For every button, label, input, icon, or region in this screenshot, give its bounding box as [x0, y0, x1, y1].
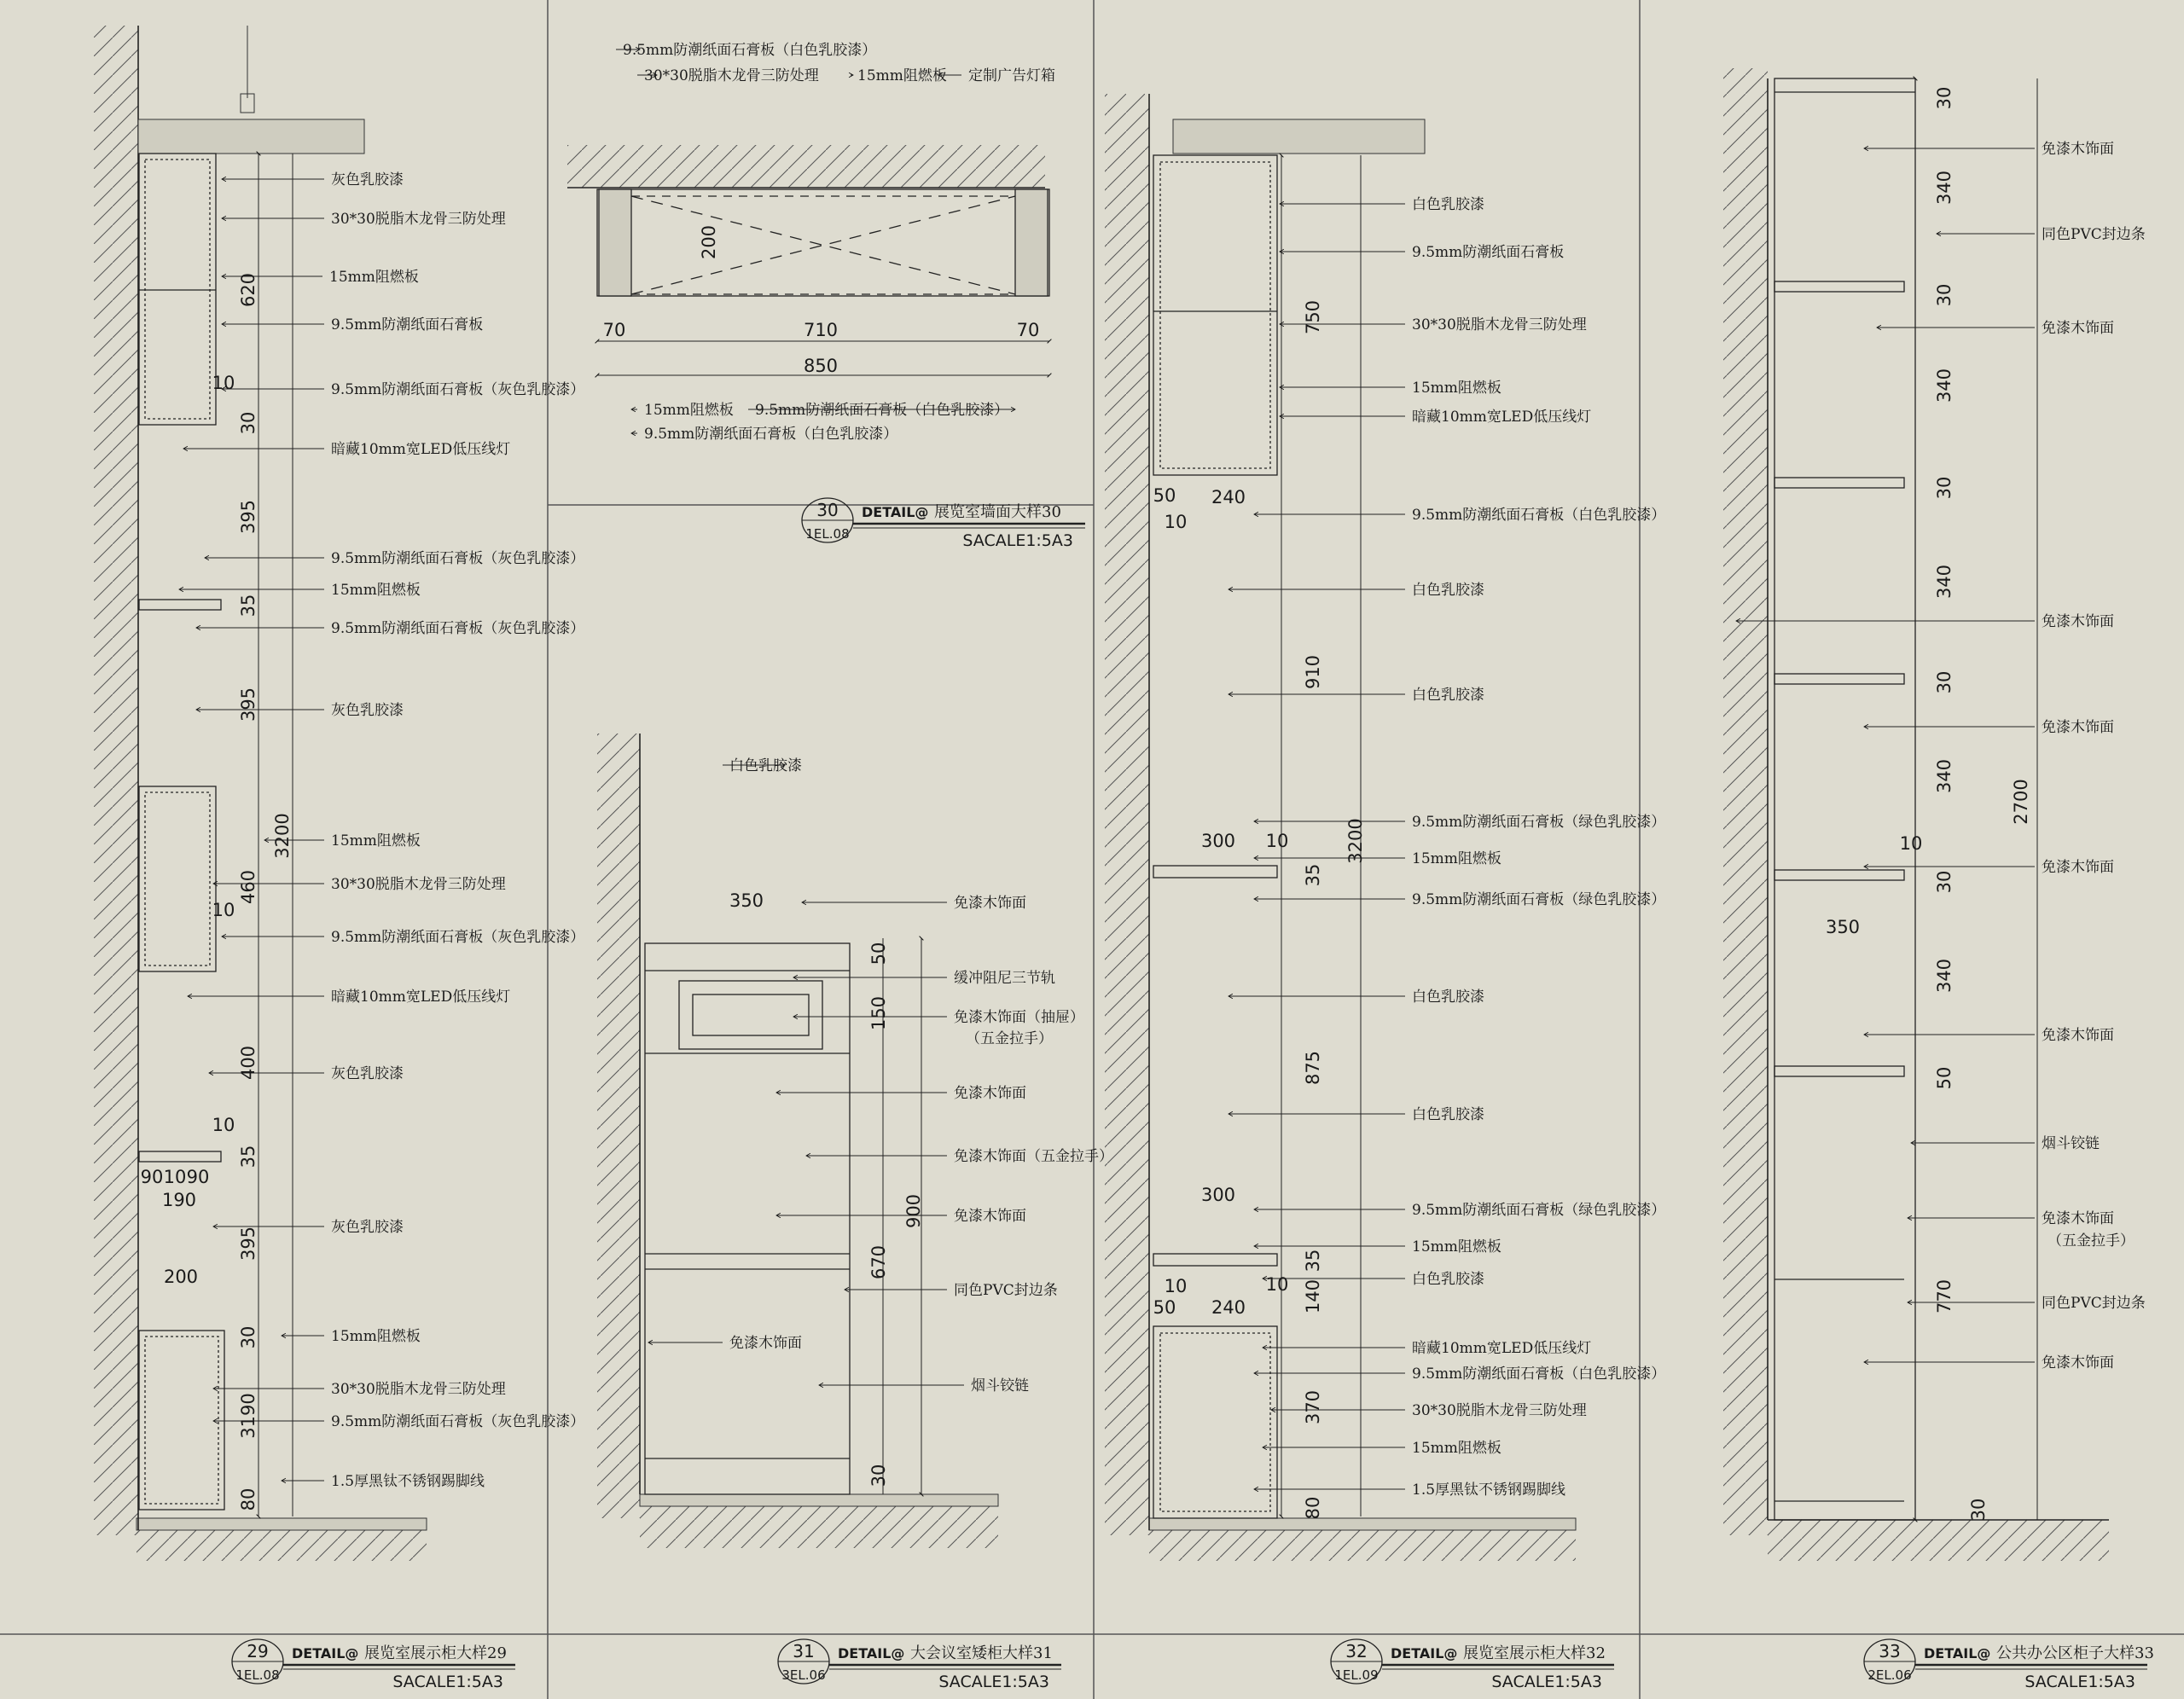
detail-32-dimension: 240: [1211, 1297, 1246, 1318]
detail-32-material-label: 15mm阻燃板: [1412, 380, 1502, 397]
detail-32-dimension: 10: [1164, 1276, 1188, 1296]
detail-32-material-label: 暗藏10mm宽LED低压线灯: [1412, 1340, 1592, 1357]
detail-sheet-ref: 2EL.06: [1867, 1667, 1912, 1683]
detail-29-material-label: 15mm阻燃板: [331, 1328, 421, 1345]
detail-33-dimension: 2700: [2011, 779, 2031, 825]
detail-33-dimension: 50: [1934, 1066, 1955, 1090]
detail-32-dimension: 300: [1200, 1185, 1236, 1205]
detail-sheet-ref: 3EL.06: [781, 1667, 826, 1683]
detail-33-dimension: 340: [1934, 758, 1955, 794]
detail-29-dimension: 460: [238, 869, 258, 905]
detail-number: 30: [816, 500, 839, 520]
detail-33-dimension: 340: [1934, 368, 1955, 403]
detail-29-dimension: 395: [238, 687, 258, 722]
detail-title: 展览室墙面大样30: [934, 503, 1061, 521]
detail-31-material-label: 免漆木饰面: [954, 1208, 1026, 1225]
detail-scale: SACALE1:5A3: [962, 531, 1073, 550]
detail-32-material-label: 9.5mm防潮纸面石膏板（白色乳胶漆）: [1412, 1366, 1666, 1383]
detail-31-material-label: 同色PVC封边条: [954, 1282, 1058, 1299]
detail-29-dimension: 10: [163, 1167, 187, 1187]
detail-32-material-label: 30*30脱脂木龙骨三防处理: [1412, 316, 1587, 333]
detail-29-dimension: 30: [238, 1325, 258, 1349]
detail-32-dimension: 80: [1303, 1496, 1323, 1520]
detail-33-dimension: 30: [1934, 283, 1955, 307]
detail-29-title-block: [232, 1639, 515, 1691]
detail-32-material-label: 白色乳胶漆: [1412, 196, 1484, 213]
detail-32-dimension: 875: [1303, 1050, 1323, 1086]
detail-33-material-label: 免漆木饰面: [2042, 859, 2114, 876]
detail-32-dimension: 50: [1153, 1297, 1176, 1318]
detail-31-dimension: 150: [868, 995, 889, 1031]
detail-32-material-label: 白色乳胶漆: [1412, 1106, 1484, 1123]
detail-32-material-label: 9.5mm防潮纸面石膏板（绿色乳胶漆）: [1412, 1202, 1666, 1219]
detail-30-dimension: 70: [602, 320, 626, 340]
detail-33-dimension: 340: [1934, 564, 1955, 600]
detail-31-material-label: （五金拉手）: [966, 1030, 1053, 1047]
detail-32-material-label: 白色乳胶漆: [1412, 989, 1484, 1006]
detail-33-material-label: 免漆木饰面: [2042, 613, 2114, 630]
detail-32-material-label: 9.5mm防潮纸面石膏板（白色乳胶漆）: [1412, 507, 1666, 524]
detail-30-dimension: 710: [803, 320, 839, 340]
detail-33-material-label: 免漆木饰面: [2042, 719, 2114, 736]
detail-33-material-label: 免漆木饰面: [2042, 1354, 2114, 1371]
detail-32-dimension: 910: [1303, 654, 1323, 690]
detail-32-material-label: 白色乳胶漆: [1412, 1271, 1484, 1288]
detail-32-dimension: 10: [1164, 512, 1188, 532]
detail-32-material-label: 暗藏10mm宽LED低压线灯: [1412, 409, 1592, 426]
detail-prefix: DETAIL@: [838, 1645, 905, 1661]
detail-33-dimension: 340: [1934, 170, 1955, 206]
detail-33-dimension: 770: [1934, 1279, 1955, 1314]
detail-32-material-label: 15mm阻燃板: [1412, 850, 1502, 867]
detail-29-dimension: 35: [238, 1145, 258, 1168]
detail-sheet-ref: 1EL.08: [235, 1667, 280, 1683]
detail-33-material-label: 免漆木饰面: [2042, 1027, 2114, 1044]
detail-31-title-block: [778, 1639, 1061, 1691]
detail-30-material-label: 9.5mm防潮纸面石膏板（白色乳胶漆）: [623, 42, 877, 59]
detail-32-dimension: 300: [1200, 831, 1236, 851]
detail-29-dimension: 35: [238, 594, 258, 618]
detail-29-dimension: 80: [238, 1487, 258, 1511]
detail-sheet-ref: 1EL.09: [1334, 1667, 1379, 1683]
detail-30-material-label: 15mm阻燃板: [857, 67, 947, 84]
detail-31-drawing: [597, 734, 998, 1548]
detail-29-material-label: 灰色乳胶漆: [331, 1219, 404, 1236]
detail-32-dimension: 10: [1265, 1274, 1289, 1295]
detail-29-dimension: 200: [163, 1267, 199, 1287]
detail-30-material-label: 定制广告灯箱: [968, 67, 1055, 84]
detail-32-dimension: 35: [1303, 863, 1323, 887]
detail-29-dimension: 90: [186, 1167, 210, 1187]
detail-number: 33: [1879, 1641, 1901, 1661]
detail-33-material-label: 免漆木饰面: [2042, 1210, 2114, 1227]
detail-29-material-label: 暗藏10mm宽LED低压线灯: [331, 989, 511, 1006]
detail-30-material-label: 15mm阻燃板: [644, 402, 734, 419]
detail-33-material-label: （五金拉手）: [2048, 1232, 2135, 1250]
detail-29-material-label: 9.5mm防潮纸面石膏板: [331, 316, 484, 333]
detail-33-dimension: 30: [1934, 86, 1955, 110]
detail-29-material-label: 9.5mm防潮纸面石膏板（灰色乳胶漆）: [331, 620, 585, 637]
detail-31-dimension: 670: [868, 1244, 889, 1280]
detail-29-material-label: 15mm阻燃板: [331, 582, 421, 599]
annotation-layer: [179, 42, 2146, 1499]
detail-30-title-block: [802, 498, 1085, 550]
detail-33-dimension: 30: [1934, 870, 1955, 894]
detail-29-material-label: 9.5mm防潮纸面石膏板（灰色乳胶漆）: [331, 550, 585, 567]
detail-32-material-label: 9.5mm防潮纸面石膏板: [1412, 244, 1565, 261]
detail-29-dimension: 190: [161, 1190, 197, 1210]
detail-33-dimension: 340: [1934, 958, 1955, 994]
detail-31-material-label: 免漆木饰面（五金拉手）: [954, 1148, 1113, 1165]
detail-scale: SACALE1:5A3: [938, 1673, 1049, 1691]
detail-33-dimension: 30: [1934, 670, 1955, 694]
detail-32-material-label: 9.5mm防潮纸面石膏板（绿色乳胶漆）: [1412, 891, 1666, 908]
detail-32-title-block: [1331, 1639, 1614, 1691]
detail-29-material-label: 9.5mm防潮纸面石膏板（灰色乳胶漆）: [331, 929, 585, 946]
detail-30-drawing: [567, 145, 1049, 375]
detail-29-dimension: 620: [238, 272, 258, 308]
detail-29-dimension: 90: [140, 1167, 164, 1187]
detail-31-material-label: 白色乳胶漆: [729, 757, 802, 774]
detail-31-dimension: 30: [868, 1464, 889, 1487]
detail-sheet-ref: 1EL.08: [805, 526, 850, 542]
detail-29-dimension: 30: [238, 411, 258, 435]
detail-29-material-label: 灰色乳胶漆: [331, 171, 404, 188]
detail-32-dimension: 370: [1303, 1389, 1323, 1425]
detail-33-dimension: 10: [1899, 833, 1923, 854]
detail-32-dimension: 240: [1211, 487, 1246, 507]
detail-31-dimension: 900: [903, 1193, 924, 1229]
detail-33-dimension: 30: [1934, 476, 1955, 500]
detail-number: 31: [793, 1641, 815, 1661]
detail-33-material-label: 烟斗铰链: [2042, 1135, 2100, 1152]
detail-32-material-label: 白色乳胶漆: [1412, 687, 1484, 704]
detail-scale: SACALE1:5A3: [2024, 1673, 2135, 1691]
detail-31-material-label: 免漆木饰面（抽屉）: [954, 1009, 1084, 1026]
detail-scale: SACALE1:5A3: [1491, 1673, 1602, 1691]
detail-prefix: DETAIL@: [292, 1645, 359, 1661]
detail-29-dimension: 3190: [238, 1393, 258, 1439]
detail-31-material-label: 免漆木饰面: [954, 895, 1026, 912]
detail-29-dimension: 3200: [272, 813, 293, 859]
detail-33-dimension: 350: [1825, 917, 1861, 937]
detail-30-dimension: 850: [803, 356, 839, 376]
detail-33-material-label: 免漆木饰面: [2042, 141, 2114, 158]
detail-32-material-label: 1.5厚黑钛不锈钢踢脚线: [1412, 1482, 1566, 1499]
title-block-layer: [232, 498, 2154, 1691]
detail-32-material-label: 白色乳胶漆: [1412, 582, 1484, 599]
detail-scale: SACALE1:5A3: [392, 1673, 503, 1691]
detail-title: 展览室展示柜大样32: [1463, 1644, 1606, 1662]
detail-29-dimension: 10: [212, 373, 235, 393]
detail-32-dimension: 10: [1265, 831, 1289, 851]
detail-29-material-label: 15mm阻燃板: [329, 269, 419, 286]
detail-32-material-label: 9.5mm防潮纸面石膏板（绿色乳胶漆）: [1412, 814, 1666, 831]
detail-29-material-label: 灰色乳胶漆: [331, 702, 404, 719]
detail-29-material-label: 灰色乳胶漆: [331, 1065, 404, 1082]
detail-number: 29: [247, 1641, 269, 1661]
detail-29-dimension: 10: [212, 900, 235, 920]
detail-29-dimension: 395: [238, 1226, 258, 1261]
detail-32-material-label: 15mm阻燃板: [1412, 1238, 1502, 1255]
detail-32-dimension: 35: [1303, 1249, 1323, 1273]
detail-32-dimension: 140: [1303, 1279, 1323, 1314]
detail-29-material-label: 9.5mm防潮纸面石膏板（灰色乳胶漆）: [331, 381, 585, 398]
detail-29-dimension: 395: [238, 499, 258, 535]
detail-30-material-label: 9.5mm防潮纸面石膏板（白色乳胶漆）: [644, 426, 898, 443]
detail-32-material-label: 30*30脱脂木龙骨三防处理: [1412, 1402, 1587, 1419]
detail-30-material-label: 30*30脱脂木龙骨三防处理: [644, 67, 819, 84]
detail-33-drawing: [1723, 68, 2109, 1561]
detail-29-material-label: 暗藏10mm宽LED低压线灯: [331, 441, 511, 458]
detail-29-dimension: 400: [238, 1045, 258, 1081]
detail-30-dimension: 200: [699, 224, 719, 260]
detail-29-dimension: 10: [212, 1115, 235, 1135]
detail-29-material-label: 30*30脱脂木龙骨三防处理: [331, 1381, 506, 1398]
detail-title: 展览室展示柜大样29: [364, 1644, 507, 1662]
detail-prefix: DETAIL@: [1924, 1645, 1991, 1661]
detail-33-material-label: 同色PVC封边条: [2042, 226, 2146, 243]
detail-31-material-label: 烟斗铰链: [971, 1377, 1029, 1395]
detail-32-material-label: 15mm阻燃板: [1412, 1440, 1502, 1457]
detail-31-dimension: 50: [868, 942, 889, 965]
detail-30-material-label: 9.5mm防潮纸面石膏板（白色乳胶漆）: [755, 402, 1009, 419]
detail-31-material-label: 缓冲阻尼三节轨: [954, 970, 1055, 987]
detail-32-dimension: 750: [1303, 299, 1323, 335]
detail-29-material-label: 30*30脱脂木龙骨三防处理: [331, 211, 506, 228]
detail-29-material-label: 9.5mm防潮纸面石膏板（灰色乳胶漆）: [331, 1413, 585, 1430]
detail-32-dimension: 3200: [1345, 818, 1366, 864]
detail-33-material-label: 同色PVC封边条: [2042, 1295, 2146, 1312]
detail-prefix: DETAIL@: [862, 504, 929, 520]
detail-33-dimension: 30: [1968, 1498, 1989, 1522]
detail-29-material-label: 1.5厚黑钛不锈钢踢脚线: [331, 1473, 485, 1490]
detail-title: 大会议室矮柜大样31: [910, 1644, 1053, 1662]
detail-prefix: DETAIL@: [1391, 1645, 1458, 1661]
detail-33-title-block: [1864, 1639, 2154, 1691]
detail-33-material-label: 免漆木饰面: [2042, 320, 2114, 337]
detail-29-material-label: 15mm阻燃板: [331, 832, 421, 850]
detail-29-material-label: 30*30脱脂木龙骨三防处理: [331, 876, 506, 893]
detail-30-dimension: 70: [1016, 320, 1040, 340]
detail-31-material-label: 免漆木饰面: [954, 1085, 1026, 1102]
detail-31-dimension: 350: [729, 890, 764, 911]
detail-number: 32: [1345, 1641, 1368, 1661]
detail-title: 公共办公区柜子大样33: [1996, 1644, 2154, 1662]
detail-32-dimension: 50: [1153, 485, 1176, 506]
detail-31-material-label: 免漆木饰面: [729, 1335, 802, 1352]
